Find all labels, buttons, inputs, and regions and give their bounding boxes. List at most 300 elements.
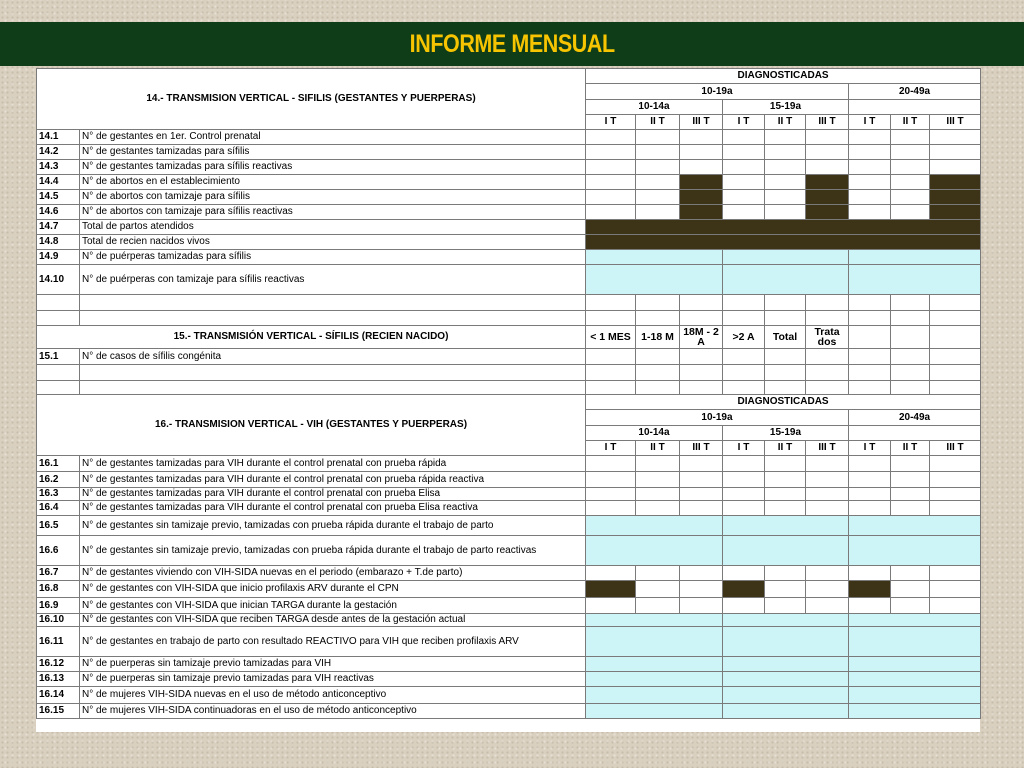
row-code: 16.10 bbox=[37, 614, 80, 627]
data-cell[interactable] bbox=[636, 160, 680, 175]
row-label: N° de gestantes con VIH-SIDA que inicio profilaxis ARV durante el CPN bbox=[80, 581, 586, 598]
data-cell[interactable] bbox=[765, 349, 806, 365]
empty-cell bbox=[723, 295, 765, 311]
age-10-14-header: 10-14a bbox=[586, 100, 723, 115]
data-cell[interactable] bbox=[723, 456, 765, 472]
data-cell[interactable] bbox=[849, 205, 891, 220]
table-row bbox=[37, 516, 981, 536]
empty-cell bbox=[636, 381, 680, 395]
data-cell[interactable] bbox=[723, 657, 849, 672]
row-label: N° de mujeres VIH-SIDA continuadoras en el uso de método anticonceptivo bbox=[80, 704, 586, 719]
row-label: N° de casos de sífilis congénita bbox=[80, 349, 586, 365]
data-cell[interactable] bbox=[723, 130, 765, 145]
data-cell[interactable] bbox=[586, 472, 636, 488]
age-column-header: >2 A bbox=[723, 326, 765, 349]
row-label: N° de gestantes en 1er. Control prenatal bbox=[80, 130, 586, 145]
data-cell[interactable] bbox=[806, 349, 849, 365]
empty-cell bbox=[891, 349, 930, 365]
row-code: 16.11 bbox=[37, 627, 80, 657]
data-cell[interactable] bbox=[586, 175, 636, 190]
report-sheet bbox=[36, 68, 980, 732]
data-cell[interactable] bbox=[930, 160, 981, 175]
data-cell[interactable] bbox=[891, 581, 930, 598]
data-cell[interactable] bbox=[723, 205, 765, 220]
data-cell[interactable] bbox=[586, 657, 723, 672]
age-20-49-header: 20-49a bbox=[849, 410, 981, 426]
data-cell[interactable] bbox=[636, 456, 680, 472]
data-cell[interactable] bbox=[723, 472, 765, 488]
spacer-row bbox=[37, 311, 981, 326]
data-cell[interactable] bbox=[586, 145, 636, 160]
data-cell-disabled bbox=[680, 175, 723, 190]
data-cell[interactable] bbox=[636, 190, 680, 205]
empty-cell bbox=[723, 381, 765, 395]
data-cell[interactable] bbox=[849, 160, 891, 175]
row-code: 15.1 bbox=[37, 349, 80, 365]
data-cell[interactable] bbox=[765, 190, 806, 205]
data-cell[interactable] bbox=[849, 516, 981, 536]
data-cell-disabled bbox=[680, 190, 723, 205]
data-cell[interactable] bbox=[930, 501, 981, 516]
trimester-header: I T bbox=[849, 115, 891, 130]
data-cell-disabled bbox=[806, 205, 849, 220]
data-cell[interactable] bbox=[849, 488, 891, 501]
row-label: N° de mujeres VIH-SIDA nuevas en el uso de método anticonceptivo bbox=[80, 687, 586, 704]
age-10-19-header: 10-19a bbox=[586, 410, 849, 426]
data-cell[interactable] bbox=[930, 472, 981, 488]
data-cell[interactable] bbox=[586, 687, 723, 704]
data-cell[interactable] bbox=[586, 265, 723, 295]
data-cell[interactable] bbox=[680, 349, 723, 365]
row-label: N° de gestantes con VIH-SIDA que reciben TARGA desde antes de la gestación actual bbox=[80, 614, 586, 627]
data-cell[interactable] bbox=[680, 566, 723, 581]
data-cell[interactable] bbox=[806, 472, 849, 488]
empty-header bbox=[849, 426, 981, 441]
data-cell[interactable] bbox=[636, 501, 680, 516]
data-cell[interactable] bbox=[849, 566, 891, 581]
data-cell[interactable] bbox=[765, 566, 806, 581]
table-row bbox=[37, 657, 981, 672]
row-label: N° de abortos en el establecimiento bbox=[80, 175, 586, 190]
data-cell[interactable] bbox=[849, 672, 981, 687]
empty-header bbox=[849, 100, 981, 115]
data-cell[interactable] bbox=[723, 704, 849, 719]
data-cell[interactable] bbox=[891, 145, 930, 160]
age-20-49-header: 20-49a bbox=[849, 84, 981, 100]
spacer-row bbox=[37, 365, 981, 381]
table-row bbox=[37, 250, 981, 265]
data-cell[interactable] bbox=[765, 501, 806, 516]
data-cell[interactable] bbox=[586, 627, 723, 657]
empty-cell bbox=[723, 311, 765, 326]
data-cell[interactable] bbox=[806, 501, 849, 516]
data-cell[interactable] bbox=[723, 160, 765, 175]
data-cell[interactable] bbox=[586, 598, 636, 614]
data-cell[interactable] bbox=[849, 627, 981, 657]
empty-cell bbox=[849, 295, 891, 311]
data-cell[interactable] bbox=[586, 130, 636, 145]
data-cell[interactable] bbox=[723, 349, 765, 365]
data-cell[interactable] bbox=[849, 130, 891, 145]
data-cell[interactable] bbox=[849, 250, 981, 265]
data-cell[interactable] bbox=[586, 190, 636, 205]
data-cell[interactable] bbox=[891, 175, 930, 190]
data-cell[interactable] bbox=[636, 349, 680, 365]
row-label: N° de gestantes con VIH-SIDA que inician TARGA durante la gestación bbox=[80, 598, 586, 614]
data-cell[interactable] bbox=[806, 145, 849, 160]
data-cell[interactable] bbox=[680, 160, 723, 175]
row-code: 16.2 bbox=[37, 472, 80, 488]
section-title: 16.- TRANSMISION VERTICAL - VIH (GESTANTES Y PUERPERAS) bbox=[37, 395, 586, 456]
trimester-header: III T bbox=[806, 115, 849, 130]
data-cell[interactable] bbox=[849, 501, 891, 516]
data-cell[interactable] bbox=[723, 598, 765, 614]
data-cell-disabled bbox=[930, 190, 981, 205]
row-label: N° de gestantes sin tamizaje previo, tamizadas con prueba rápida durante el trabajo de parto bbox=[80, 516, 586, 536]
data-cell[interactable] bbox=[723, 614, 849, 627]
data-cell[interactable] bbox=[636, 145, 680, 160]
trimester-header: III T bbox=[930, 441, 981, 456]
data-cell[interactable] bbox=[849, 687, 981, 704]
data-cell[interactable] bbox=[586, 704, 723, 719]
data-cell[interactable] bbox=[806, 160, 849, 175]
table-row bbox=[37, 265, 981, 295]
data-cell[interactable] bbox=[806, 566, 849, 581]
data-cell[interactable] bbox=[636, 175, 680, 190]
row-label: N° de gestantes tamizadas para VIH durante el control prenatal con prueba Elisa reactiva bbox=[80, 501, 586, 516]
empty-cell bbox=[930, 349, 981, 365]
empty-cell bbox=[636, 311, 680, 326]
row-code: 16.9 bbox=[37, 598, 80, 614]
data-cell[interactable] bbox=[680, 581, 723, 598]
table-row bbox=[37, 704, 981, 719]
data-cell[interactable] bbox=[680, 488, 723, 501]
data-cell[interactable] bbox=[586, 205, 636, 220]
data-cell[interactable] bbox=[891, 130, 930, 145]
data-cell[interactable] bbox=[765, 456, 806, 472]
data-cell-disabled bbox=[680, 205, 723, 220]
data-cell[interactable] bbox=[586, 536, 723, 566]
row-code: 16.15 bbox=[37, 704, 80, 719]
trimester-header: I T bbox=[849, 441, 891, 456]
data-cell[interactable] bbox=[765, 175, 806, 190]
data-cell[interactable] bbox=[680, 456, 723, 472]
data-cell[interactable] bbox=[765, 145, 806, 160]
row-code: 14.9 bbox=[37, 250, 80, 265]
row-label: N° de gestantes en trabajo de parto con resultado REACTIVO para VIH que reciben profilaxis ARV bbox=[80, 627, 586, 657]
empty-cell bbox=[849, 349, 891, 365]
empty-cell bbox=[806, 311, 849, 326]
data-cell-disabled bbox=[849, 581, 891, 598]
data-cell[interactable] bbox=[636, 566, 680, 581]
row-label: N° de gestantes tamizadas para sífilis reactivas bbox=[80, 160, 586, 175]
data-cell-disabled bbox=[806, 190, 849, 205]
empty-cell bbox=[849, 381, 891, 395]
data-cell[interactable] bbox=[765, 160, 806, 175]
empty-cell bbox=[636, 295, 680, 311]
table-row bbox=[37, 160, 981, 175]
data-cell[interactable] bbox=[680, 145, 723, 160]
empty-cell bbox=[930, 295, 981, 311]
data-cell[interactable] bbox=[723, 566, 765, 581]
data-cell[interactable] bbox=[806, 598, 849, 614]
data-cell[interactable] bbox=[636, 205, 680, 220]
data-cell[interactable] bbox=[636, 130, 680, 145]
trimester-header: III T bbox=[680, 115, 723, 130]
empty-cell bbox=[586, 311, 636, 326]
section-header-row bbox=[37, 69, 981, 84]
table-row bbox=[37, 614, 981, 627]
empty-cell bbox=[891, 365, 930, 381]
data-cell[interactable] bbox=[586, 566, 636, 581]
data-cell[interactable] bbox=[806, 488, 849, 501]
section-title: 15.- TRANSMISIÓN VERTICAL - SÍFILIS (RECIEN NACIDO) bbox=[37, 326, 586, 349]
age-column-header: 1-18 M bbox=[636, 326, 680, 349]
table-row bbox=[37, 205, 981, 220]
table-row bbox=[37, 598, 981, 614]
empty-cell bbox=[765, 365, 806, 381]
table-row bbox=[37, 175, 981, 190]
row-label: N° de abortos con tamizaje para sífilis bbox=[80, 190, 586, 205]
empty-cell bbox=[723, 365, 765, 381]
trimester-header: III T bbox=[806, 441, 849, 456]
row-code: 16.3 bbox=[37, 488, 80, 501]
empty-cell bbox=[849, 311, 891, 326]
data-cell[interactable] bbox=[636, 581, 680, 598]
data-cell[interactable] bbox=[723, 627, 849, 657]
empty-cell bbox=[930, 326, 981, 349]
data-cell[interactable] bbox=[765, 488, 806, 501]
data-cell[interactable] bbox=[723, 145, 765, 160]
data-cell[interactable] bbox=[930, 145, 981, 160]
data-cell[interactable] bbox=[680, 598, 723, 614]
data-cell[interactable] bbox=[891, 488, 930, 501]
empty-cell bbox=[680, 295, 723, 311]
data-cell[interactable] bbox=[680, 472, 723, 488]
data-cell[interactable] bbox=[930, 456, 981, 472]
data-cell[interactable] bbox=[849, 657, 981, 672]
section-header-row bbox=[37, 395, 981, 410]
row-label: N° de gestantes tamizadas para VIH durante el control prenatal con prueba rápida reactiva bbox=[80, 472, 586, 488]
title-bar bbox=[0, 22, 1024, 66]
trimester-header: II T bbox=[636, 441, 680, 456]
data-cell[interactable] bbox=[891, 472, 930, 488]
table-row bbox=[37, 536, 981, 566]
trimester-header: III T bbox=[930, 115, 981, 130]
data-cell[interactable] bbox=[586, 160, 636, 175]
data-cell[interactable] bbox=[723, 516, 849, 536]
empty-cell bbox=[891, 295, 930, 311]
data-cell[interactable] bbox=[891, 160, 930, 175]
empty-cell bbox=[765, 295, 806, 311]
data-cell-disabled bbox=[586, 581, 636, 598]
data-cell[interactable] bbox=[849, 704, 981, 719]
row-code: 16.12 bbox=[37, 657, 80, 672]
empty-cell bbox=[680, 381, 723, 395]
empty-cell bbox=[586, 295, 636, 311]
row-label: N° de gestantes viviendo con VIH-SIDA nuevas en el periodo (embarazo + T.de parto) bbox=[80, 566, 586, 581]
trimester-header: II T bbox=[891, 115, 930, 130]
age-15-19-header: 15-19a bbox=[723, 100, 849, 115]
row-code: 16.4 bbox=[37, 501, 80, 516]
empty-cell bbox=[891, 311, 930, 326]
data-cell[interactable] bbox=[891, 190, 930, 205]
empty-cell bbox=[80, 311, 586, 326]
data-cell[interactable] bbox=[806, 456, 849, 472]
spacer-row bbox=[37, 295, 981, 311]
table-row bbox=[37, 145, 981, 160]
row-code: 14.6 bbox=[37, 205, 80, 220]
data-cell[interactable] bbox=[723, 175, 765, 190]
data-cell[interactable] bbox=[586, 516, 723, 536]
empty-cell bbox=[765, 381, 806, 395]
data-cell[interactable] bbox=[765, 598, 806, 614]
empty-cell bbox=[636, 365, 680, 381]
data-cell[interactable] bbox=[891, 598, 930, 614]
data-cell[interactable] bbox=[849, 472, 891, 488]
table-row bbox=[37, 472, 981, 488]
data-cell[interactable] bbox=[586, 672, 723, 687]
row-code: 16.7 bbox=[37, 566, 80, 581]
section-title: 14.- TRANSMISION VERTICAL - SIFILIS (GESTANTES Y PUERPERAS) bbox=[37, 69, 586, 130]
data-cell[interactable] bbox=[586, 349, 636, 365]
empty-cell bbox=[930, 311, 981, 326]
trimester-header: I T bbox=[723, 115, 765, 130]
data-cell[interactable] bbox=[723, 536, 849, 566]
data-cell[interactable] bbox=[723, 488, 765, 501]
data-cell[interactable] bbox=[891, 456, 930, 472]
data-cell[interactable] bbox=[765, 581, 806, 598]
section-header-row bbox=[37, 326, 981, 349]
data-cell[interactable] bbox=[849, 145, 891, 160]
age-10-19-header: 10-19a bbox=[586, 84, 849, 100]
trimester-header: II T bbox=[636, 115, 680, 130]
trimester-header: III T bbox=[680, 441, 723, 456]
empty-cell bbox=[930, 381, 981, 395]
data-cell[interactable] bbox=[930, 566, 981, 581]
row-code: 16.5 bbox=[37, 516, 80, 536]
row-label: N° de gestantes tamizadas para VIH durante el control prenatal con prueba rápida bbox=[80, 456, 586, 472]
row-code: 14.4 bbox=[37, 175, 80, 190]
empty-cell bbox=[80, 295, 586, 311]
data-cell[interactable] bbox=[765, 205, 806, 220]
row-label: N° de puérperas tamizadas para sífilis bbox=[80, 250, 586, 265]
data-cell-disabled bbox=[723, 581, 765, 598]
data-cell[interactable] bbox=[586, 488, 636, 501]
data-cell[interactable] bbox=[806, 581, 849, 598]
empty-cell bbox=[37, 311, 80, 326]
row-label: N° de gestantes tamizadas para VIH durante el control prenatal con prueba Elisa bbox=[80, 488, 586, 501]
data-cell[interactable] bbox=[806, 130, 849, 145]
row-code: 14.5 bbox=[37, 190, 80, 205]
data-cell[interactable] bbox=[586, 456, 636, 472]
age-column-header: Trata dos bbox=[806, 326, 849, 349]
table-row bbox=[37, 456, 981, 472]
page-title: INFORME MENSUAL bbox=[409, 29, 615, 58]
empty-cell bbox=[930, 365, 981, 381]
data-cell-disabled bbox=[806, 175, 849, 190]
data-cell[interactable] bbox=[636, 472, 680, 488]
data-cell[interactable] bbox=[930, 598, 981, 614]
empty-cell bbox=[806, 381, 849, 395]
row-code: 14.1 bbox=[37, 130, 80, 145]
row-label: N° de gestantes sin tamizaje previo, tamizadas con prueba rápida durante el trabajo de parto reactivas bbox=[80, 536, 586, 566]
data-cell[interactable] bbox=[849, 265, 981, 295]
table-row bbox=[37, 687, 981, 704]
data-cell[interactable] bbox=[849, 456, 891, 472]
age-10-14-header: 10-14a bbox=[586, 426, 723, 441]
age-column-header: 18M - 2 A bbox=[680, 326, 723, 349]
data-cell-disabled bbox=[586, 220, 981, 235]
table-row bbox=[37, 581, 981, 598]
data-cell[interactable] bbox=[930, 581, 981, 598]
data-cell[interactable] bbox=[586, 250, 723, 265]
data-cell-disabled bbox=[930, 205, 981, 220]
trimester-header: II T bbox=[765, 115, 806, 130]
data-cell[interactable] bbox=[849, 190, 891, 205]
empty-cell bbox=[849, 326, 891, 349]
data-cell[interactable] bbox=[849, 614, 981, 627]
data-cell[interactable] bbox=[849, 536, 981, 566]
trimester-header: II T bbox=[765, 441, 806, 456]
data-cell[interactable] bbox=[849, 175, 891, 190]
empty-cell bbox=[586, 381, 636, 395]
trimester-header: I T bbox=[723, 441, 765, 456]
diagnosticadas-header: DIAGNOSTICADAS bbox=[586, 395, 981, 410]
data-cell[interactable] bbox=[680, 130, 723, 145]
table-row bbox=[37, 130, 981, 145]
data-cell[interactable] bbox=[723, 672, 849, 687]
row-code: 16.14 bbox=[37, 687, 80, 704]
row-label: N° de gestantes tamizadas para sífilis bbox=[80, 145, 586, 160]
data-cell[interactable] bbox=[586, 501, 636, 516]
row-code: 16.6 bbox=[37, 536, 80, 566]
data-cell[interactable] bbox=[849, 598, 891, 614]
data-cell[interactable] bbox=[891, 566, 930, 581]
table-row bbox=[37, 349, 981, 365]
table-row bbox=[37, 488, 981, 501]
empty-cell bbox=[891, 381, 930, 395]
row-code: 14.2 bbox=[37, 145, 80, 160]
data-cell[interactable] bbox=[723, 687, 849, 704]
row-label: N° de puerperas sin tamizaje previo tamizadas para VIH reactivas bbox=[80, 672, 586, 687]
data-cell[interactable] bbox=[891, 205, 930, 220]
data-cell[interactable] bbox=[723, 250, 849, 265]
data-cell[interactable] bbox=[765, 130, 806, 145]
data-cell[interactable] bbox=[636, 598, 680, 614]
data-cell-disabled bbox=[586, 235, 981, 250]
data-cell[interactable] bbox=[765, 472, 806, 488]
empty-cell bbox=[891, 326, 930, 349]
empty-cell bbox=[80, 365, 586, 381]
trimester-header: II T bbox=[891, 441, 930, 456]
data-cell[interactable] bbox=[723, 501, 765, 516]
age-column-header: < 1 MES bbox=[586, 326, 636, 349]
data-cell[interactable] bbox=[723, 265, 849, 295]
data-cell[interactable] bbox=[930, 488, 981, 501]
data-cell[interactable] bbox=[586, 614, 723, 627]
data-cell[interactable] bbox=[930, 130, 981, 145]
row-label: Total de partos atendidos bbox=[80, 220, 586, 235]
empty-cell bbox=[765, 311, 806, 326]
data-cell[interactable] bbox=[723, 190, 765, 205]
empty-cell bbox=[806, 295, 849, 311]
data-cell[interactable] bbox=[891, 501, 930, 516]
data-cell[interactable] bbox=[680, 501, 723, 516]
empty-cell bbox=[586, 365, 636, 381]
table-row bbox=[37, 501, 981, 516]
data-cell[interactable] bbox=[636, 488, 680, 501]
